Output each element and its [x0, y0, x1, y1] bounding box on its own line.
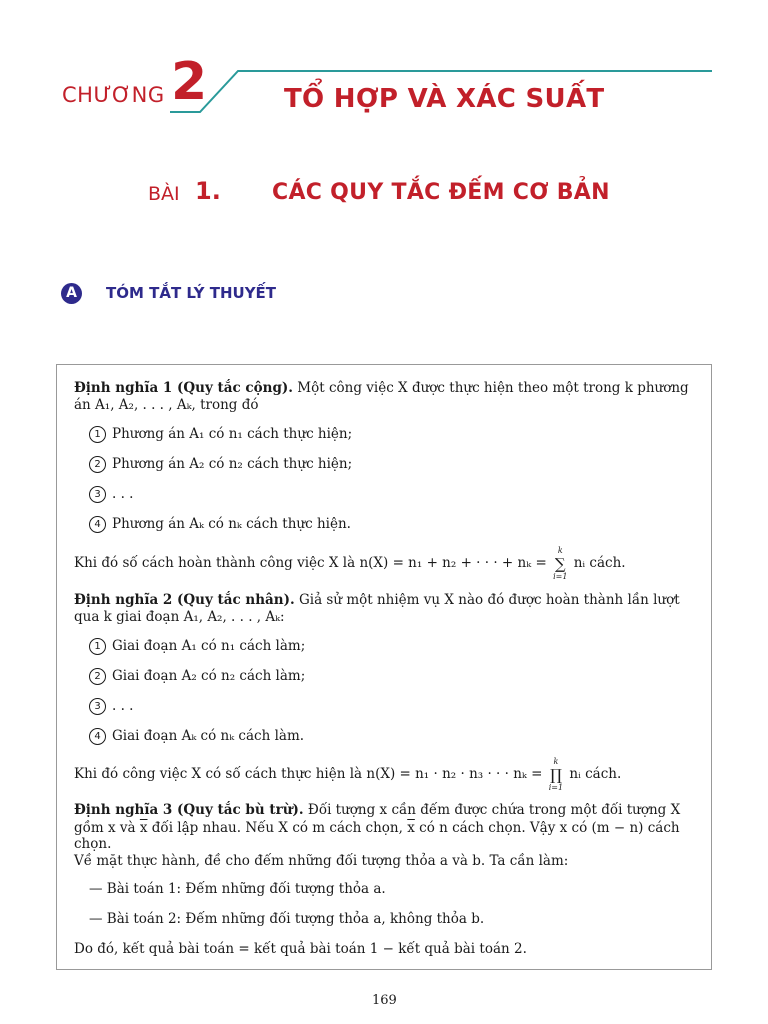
def3-final: Do đó, kết quả bài toán = kết quả bài toán 1 − kết quả bài toán 2. — [74, 941, 527, 957]
formula-text: Khi đó công việc X có số cách thực hiện là n(X) = n₁ · n₂ · n₃ · · · nₖ = — [74, 766, 543, 782]
complement-symbol: $\overline{x}$ — [407, 820, 415, 836]
formula-text: Khi đó số cách hoàn thành công việc X là n(X) = n₁ + n₂ + · · · + nₖ = — [74, 555, 547, 571]
list-item — [89, 456, 352, 473]
lesson-number: 1. — [195, 177, 221, 205]
complement-symbol: $\overline{x}$ — [139, 820, 148, 836]
def1-intro-text: Một công việc X được thực hiện theo một trong k phương — [292, 380, 689, 396]
def2-conclusion — [74, 756, 621, 793]
item-marker: 4 — [89, 728, 106, 745]
item-marker: 1 — [89, 426, 106, 443]
item-text: Giai đoạn A₁ có n₁ cách làm; — [112, 638, 306, 654]
item-marker: 3 — [89, 486, 106, 503]
bullet-item: — Bài toán 2: Đếm những đối tượng thỏa a, không thỏa b. — [89, 911, 485, 927]
def2-label: Định nghĩa 2 (Quy tắc nhân). — [74, 592, 295, 608]
page-number: 169 — [372, 993, 397, 1008]
op-symbol: ∑ — [554, 554, 566, 573]
op-lower: i=1 — [553, 571, 568, 581]
item-marker: 1 — [89, 638, 106, 655]
item-marker: 2 — [89, 668, 106, 685]
def3-label: Định nghĩa 3 (Quy tắc bù trừ). — [74, 802, 304, 818]
op-lower: i=1 — [548, 782, 564, 792]
item-text: . . . — [112, 486, 134, 502]
chapter-title: TỔ HỢP VÀ XÁC SUẤT — [284, 84, 605, 114]
def3-intro — [74, 802, 680, 819]
list-item — [89, 516, 351, 533]
def1-conclusion — [74, 545, 626, 582]
theory-box — [56, 364, 712, 970]
op-upper: k — [553, 756, 559, 766]
list-item — [89, 698, 133, 715]
list-item — [89, 486, 133, 503]
item-marker: 2 — [89, 456, 106, 473]
formula-text: nᵢ cách. — [569, 766, 622, 782]
item-text: Phương án A₁ có n₁ cách thực hiện; — [112, 426, 353, 442]
item-marker: 4 — [89, 516, 106, 533]
op-upper: k — [557, 545, 563, 555]
def3-line4: Về mặt thực hành, đề cho đếm những đối tượng thỏa a và b. Ta cần làm: — [74, 853, 569, 869]
list-item — [89, 728, 304, 745]
def3-line2 — [74, 820, 680, 837]
def2-intro-cont: qua k giai đoạn A₁, A₂, . . . , Aₖ: — [74, 609, 285, 625]
list-item — [89, 426, 352, 443]
def1-intro-cont: án A₁, A₂, . . . , Aₖ, trong đó — [74, 397, 259, 413]
sum-operator — [553, 546, 567, 582]
item-text: Giai đoạn A₂ có n₂ cách làm; — [112, 668, 306, 684]
def2-intro — [74, 592, 680, 609]
section-title: TÓM TẮT LÝ THUYẾT — [106, 284, 277, 302]
item-marker: 3 — [89, 698, 106, 715]
def1-label: Định nghĩa 1 (Quy tắc cộng). — [74, 380, 293, 396]
chapter-number: 2 — [171, 52, 208, 112]
op-symbol: ∏ — [549, 765, 562, 784]
section-badge: A — [61, 283, 82, 304]
item-text: Phương án Aₖ có nₖ cách thực hiện. — [112, 516, 351, 532]
product-operator — [549, 757, 563, 793]
text-segment: có n cách chọn. Vậy x có (m − n) cách — [414, 820, 680, 836]
item-text: . . . — [112, 698, 134, 714]
list-item — [89, 638, 305, 655]
def2-intro-text: Giả sử một nhiệm vụ X nào đó được hoàn thành lần lượt — [294, 592, 680, 608]
chapter-label: CHƯƠNG — [62, 83, 165, 107]
bullet-item: — Bài toán 1: Đếm những đối tượng thỏa a. — [89, 881, 386, 897]
def3-line3: chọn. — [74, 836, 112, 852]
list-item — [89, 668, 305, 685]
text-segment: đối lập nhau. Nếu X có m cách chọn, — [147, 820, 408, 836]
lesson-label: BÀI — [148, 183, 180, 205]
text-segment: gồm x và — [74, 820, 140, 836]
def3-intro-text: Đối tượng x cần đếm được chứa trong một đối tượng X — [303, 802, 681, 818]
def1-intro — [74, 380, 689, 397]
item-text: Giai đoạn Aₖ có nₖ cách làm. — [112, 728, 305, 744]
formula-text: nᵢ cách. — [573, 555, 626, 571]
lesson-title: CÁC QUY TẮC ĐẾM CƠ BẢN — [272, 180, 610, 205]
item-text: Phương án A₂ có n₂ cách thực hiện; — [112, 456, 353, 472]
